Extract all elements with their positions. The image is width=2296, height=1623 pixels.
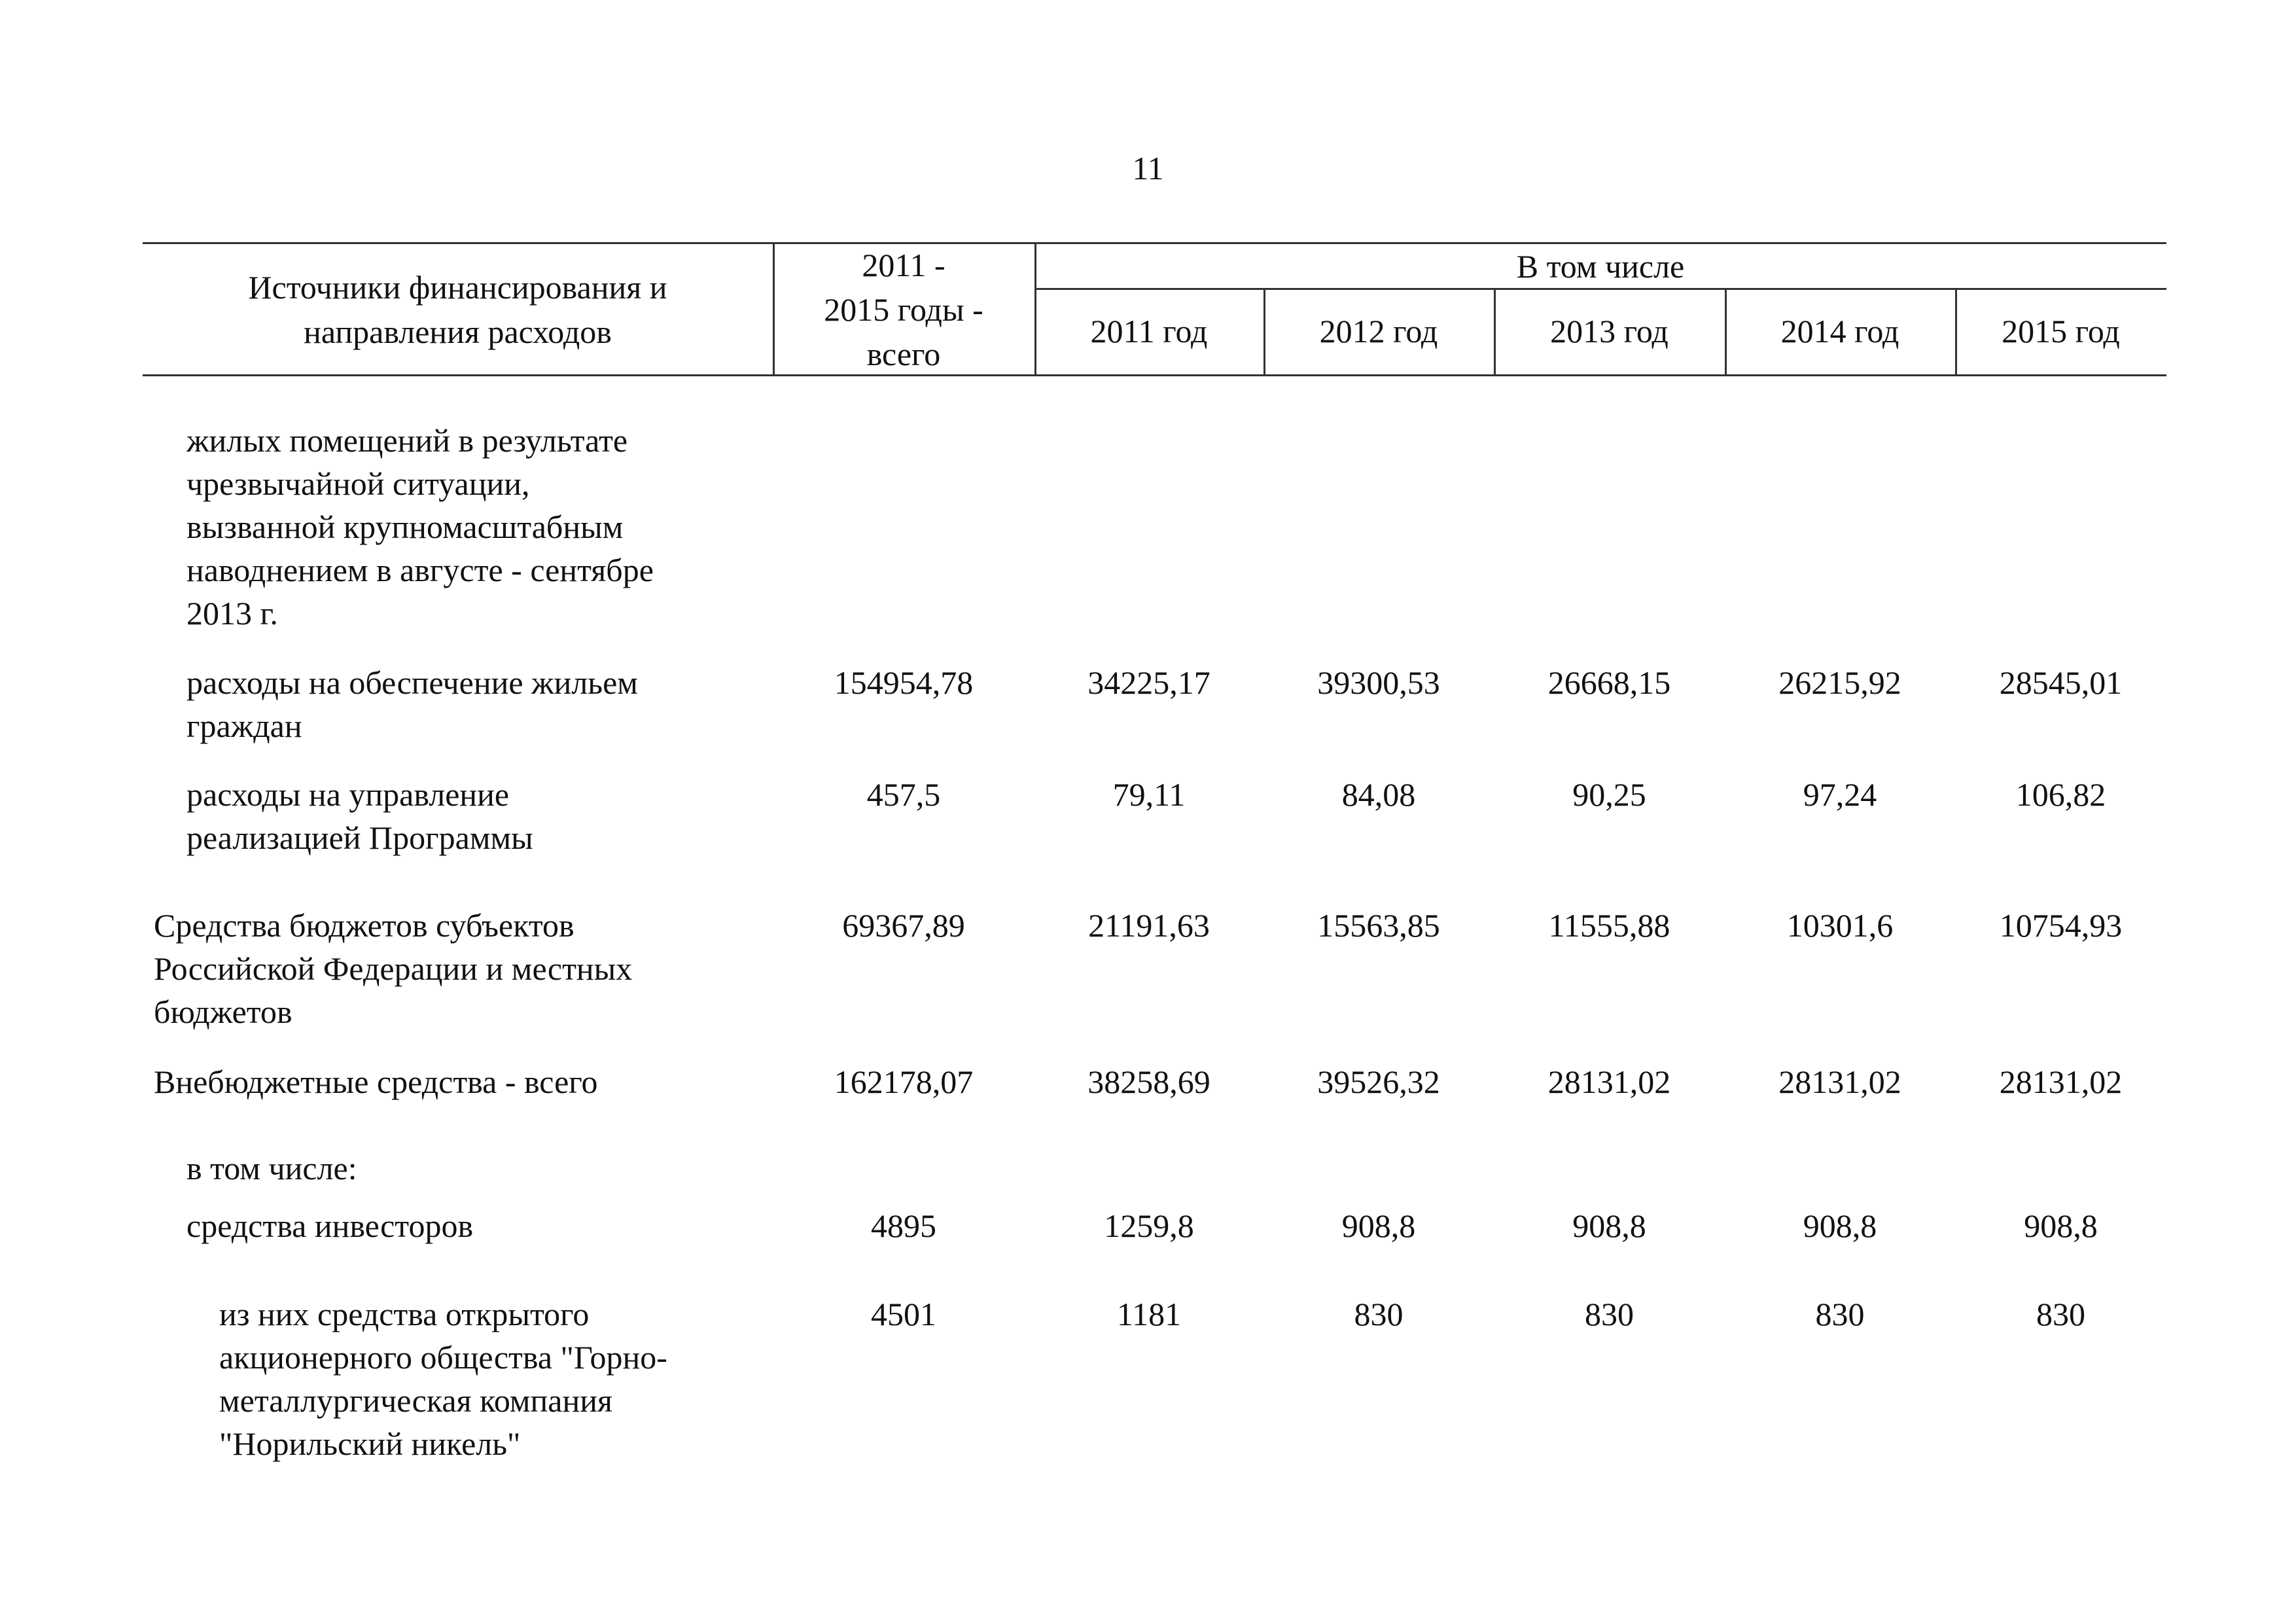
header-total-column: 2011 - 2015 годы - всего bbox=[824, 246, 983, 372]
cell-2013: 28131,02 bbox=[1547, 1063, 1671, 1100]
cell-2012: 830 bbox=[1354, 1296, 1404, 1332]
row-label: расходы на управление реализацией Программы bbox=[186, 776, 533, 856]
cell-2013: 908,8 bbox=[1572, 1207, 1646, 1244]
cell-total: 4895 bbox=[871, 1207, 936, 1244]
cell-2011: 38258,69 bbox=[1087, 1063, 1210, 1100]
cell-2012: 39526,32 bbox=[1317, 1063, 1440, 1100]
cell-total: 4501 bbox=[871, 1296, 936, 1332]
cell-2013: 90,25 bbox=[1572, 776, 1646, 813]
cell-total: 69367,89 bbox=[842, 907, 965, 944]
header-group-label: В том числе bbox=[1516, 247, 1685, 285]
cell-2011: 1181 bbox=[1116, 1296, 1182, 1332]
table-header bbox=[143, 242, 2166, 376]
cell-2012: 84,08 bbox=[1341, 776, 1416, 813]
cell-2013: 11555,88 bbox=[1548, 907, 1670, 944]
cell-2015: 908,8 bbox=[2024, 1207, 2098, 1244]
cell-2014: 908,8 bbox=[1803, 1207, 1877, 1244]
cell-2012: 15563,85 bbox=[1317, 907, 1440, 944]
cell-2013: 830 bbox=[1585, 1296, 1634, 1332]
cell-2015: 28545,01 bbox=[1999, 664, 2123, 701]
cell-2014: 10301,6 bbox=[1786, 907, 1894, 944]
header-year-2011: 2011 год bbox=[1090, 313, 1208, 349]
cell-total: 162178,07 bbox=[834, 1063, 974, 1100]
cell-2014: 26215,92 bbox=[1778, 664, 1901, 701]
cell-2015: 28131,02 bbox=[1999, 1063, 2123, 1100]
cell-2013: 26668,15 bbox=[1547, 664, 1671, 701]
cell-2012: 908,8 bbox=[1341, 1207, 1416, 1244]
row-label: Внебюджетные средства - всего bbox=[154, 1063, 598, 1100]
cell-2011: 1259,8 bbox=[1104, 1207, 1194, 1244]
row-label: из них средства открытого акционерного общества "Горно- металлургическая компания "Норильский никель" bbox=[219, 1296, 667, 1462]
cell-2014: 830 bbox=[1815, 1296, 1865, 1332]
cell-2014: 28131,02 bbox=[1778, 1063, 1901, 1100]
cell-2015: 830 bbox=[2036, 1296, 2085, 1332]
page-number: 11 bbox=[1132, 150, 1164, 187]
cell-2011: 21191,63 bbox=[1088, 907, 1210, 944]
row-label: средства инвесторов bbox=[186, 1207, 474, 1244]
header-year-2015: 2015 год bbox=[2002, 313, 2120, 349]
cell-2014: 97,24 bbox=[1803, 776, 1877, 813]
row-label: жилых помещений в результате чрезвычайной ситуации, вызванной крупномасштабным наводнением в августе - сентябре 2013 г. bbox=[186, 422, 654, 632]
header-year-2013: 2013 год bbox=[1550, 313, 1669, 349]
cell-2012: 39300,53 bbox=[1317, 664, 1440, 701]
cell-2015: 10754,93 bbox=[1999, 907, 2123, 944]
header-source-column: Источники финансирования и направления расходов bbox=[248, 268, 667, 350]
cell-2015: 106,82 bbox=[2015, 776, 2106, 813]
header-year-2014: 2014 год bbox=[1780, 313, 1899, 349]
cell-2011: 34225,17 bbox=[1087, 664, 1210, 701]
row-label: Средства бюджетов субъектов Российской Федерации и местных бюджетов bbox=[154, 907, 633, 1030]
header-year-2012: 2012 год bbox=[1319, 313, 1438, 349]
cell-total: 154954,78 bbox=[834, 664, 974, 701]
row-label: в том числе: bbox=[186, 1150, 357, 1186]
row-label: расходы на обеспечение жильем граждан bbox=[186, 664, 638, 744]
cell-2011: 79,11 bbox=[1112, 776, 1186, 813]
cell-total: 457,5 bbox=[866, 776, 941, 813]
